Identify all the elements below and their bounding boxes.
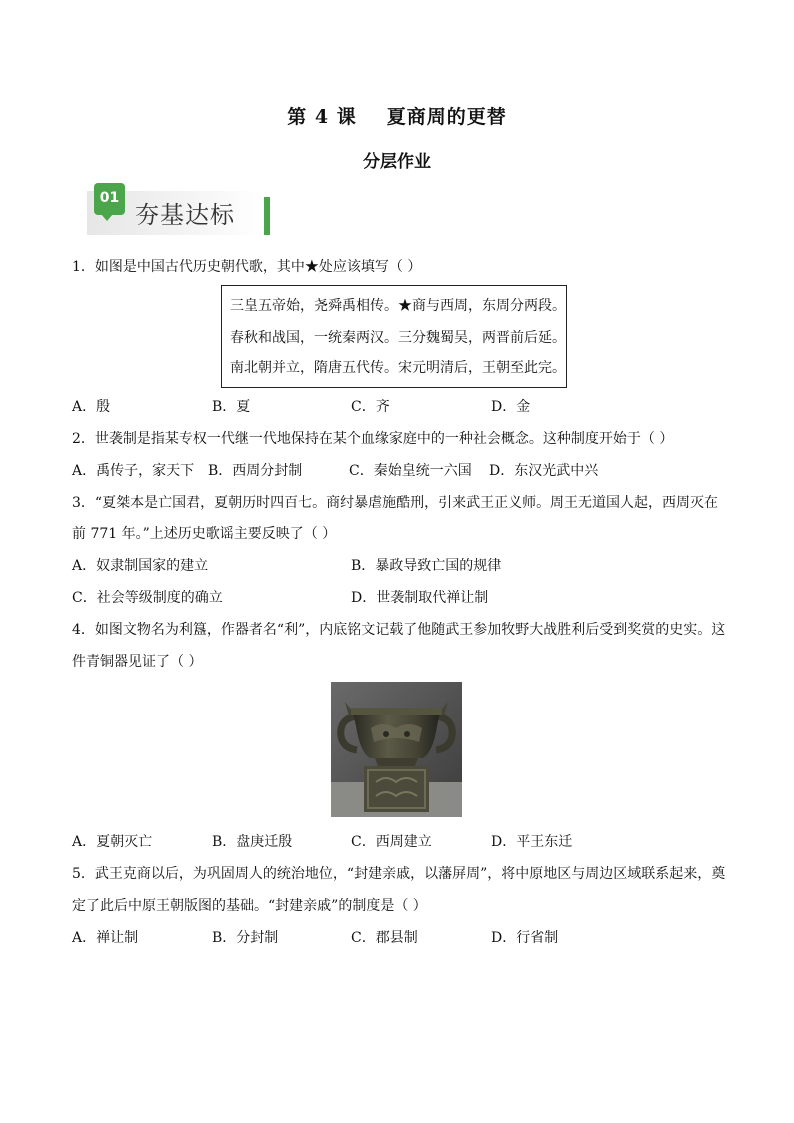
page-subtitle: 分层作业	[363, 152, 431, 172]
q5-option-d[interactable]: D．行省制	[491, 930, 559, 946]
poem-line: 春秋和战国，一统秦两汉。三分魏蜀吴，两晋前后延。	[230, 330, 566, 346]
q5-stem-line1: 5．武王克商以后，为巩固周人的统治地位，“封建亲戚，以藩屏周”，将中原地区与周边区域联系起来，奠	[72, 866, 726, 882]
q3-option-c[interactable]: C．社会等级制度的确立	[72, 590, 223, 606]
q4-option-d[interactable]: D．平王东迁	[491, 834, 573, 850]
section-banner	[87, 183, 270, 237]
q2-option-c[interactable]: C．秦始皇统一六国	[349, 463, 472, 479]
q1-option-c[interactable]: C．齐	[351, 399, 390, 415]
q2-option-d[interactable]: D．东汉光武中兴	[489, 463, 599, 479]
q5-option-c[interactable]: C．郡县制	[351, 930, 418, 946]
lesson-number: 第 4 课	[287, 106, 357, 128]
poem-line: 南北朝并立，隋唐五代传。宋元明清后，王朝至此完。	[230, 360, 566, 376]
dynasty-poem-box	[221, 285, 567, 388]
q2-stem: 2．世袭制是指某专权一代继一代地保持在某个血缘家庭中的一种社会概念。这种制度开始于（ ）	[72, 431, 674, 447]
q3-stem-line2: 前 771 年。”上述历史歌谣主要反映了（ ）	[72, 526, 337, 542]
q1-option-b[interactable]: B．夏	[212, 399, 251, 415]
q2-option-b[interactable]: B．西周分封制	[208, 463, 303, 479]
bronze-gui-vessel-photo	[331, 682, 462, 817]
q4-stem-line1: 4．如图文物名为利簋，作器者名“利”，内底铭文记载了他随武王参加牧野大战胜利后受到奖赏的史实。这	[72, 622, 726, 638]
section-number-badge: 01	[94, 183, 125, 215]
q3-option-d[interactable]: D．世袭制取代禅让制	[351, 590, 489, 606]
lesson-title	[0, 102, 794, 129]
q3-option-a[interactable]: A．奴隶制国家的建立	[72, 558, 209, 574]
q5-option-a[interactable]: A．禅让制	[72, 930, 139, 946]
lesson-name: 夏商周的更替	[386, 106, 507, 128]
q1-stem: 1．如图是中国古代历史朝代歌，其中★处应该填写（ ）	[72, 259, 422, 275]
q1-option-d[interactable]: D．金	[491, 399, 531, 415]
q4-option-b[interactable]: B．盘庚迁殷	[212, 834, 293, 850]
q3-option-b[interactable]: B．暴政导致亡国的规律	[351, 558, 502, 574]
q5-stem-line2: 定了此后中原王朝版图的基础。“封建亲戚”的制度是（ ）	[72, 898, 427, 914]
banner-accent-bar	[264, 197, 270, 235]
q4-stem-line2: 件青铜器见证了（ ）	[72, 654, 203, 670]
section-label: 夯基达标	[135, 201, 235, 229]
q1-option-a[interactable]: A．殷	[72, 399, 111, 415]
q4-option-a[interactable]: A．夏朝灭亡	[72, 834, 153, 850]
q5-option-b[interactable]: B．分封制	[212, 930, 279, 946]
q4-option-c[interactable]: C．西周建立	[351, 834, 432, 850]
q2-option-a[interactable]: A．禹传子，家天下	[72, 463, 195, 479]
poem-line: 三皇五帝始，尧舜禹相传。★商与西周，东周分两段。	[230, 298, 566, 314]
q3-stem-line1: 3．“夏桀本是亡国君，夏朝历时四百七。商纣暴虐施酷刑，引来武王正义师。周王无道国人起，西周灭在	[72, 495, 719, 511]
